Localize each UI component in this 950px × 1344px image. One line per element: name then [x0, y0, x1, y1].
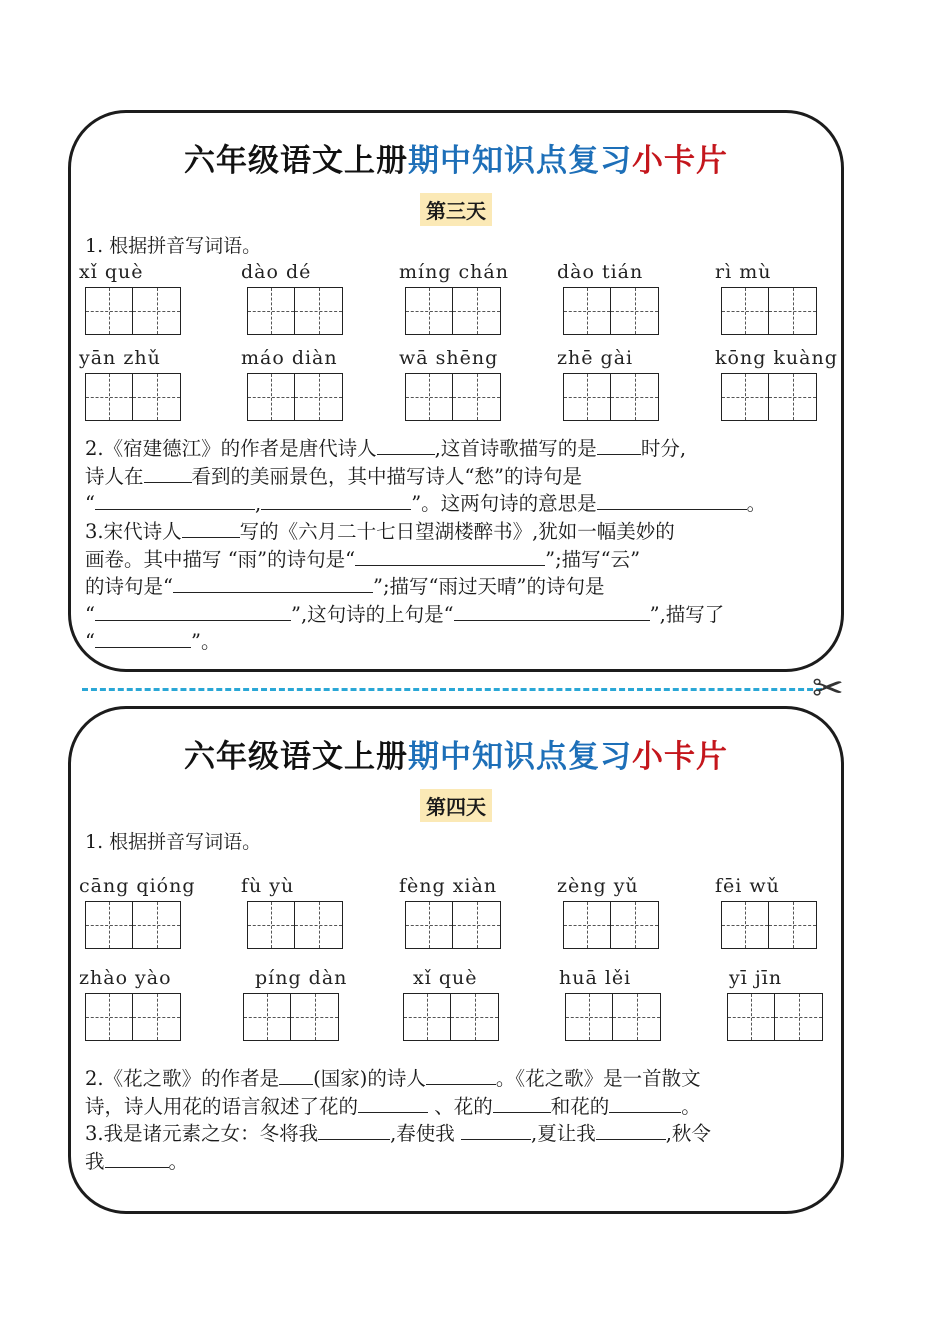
question-2: 2.《宿建德江》的作者是唐代诗人 ,这首诗歌描写的是 时分, 诗人在 看到的美丽景色，其中描写诗人“愁”的诗句是 “ , ”。这两句诗的意思是 。	[85, 437, 767, 515]
pinyin-row-2	[71, 967, 841, 1057]
answer-blank[interactable]	[95, 602, 291, 621]
writing-grid[interactable]	[405, 901, 501, 949]
pinyin-word: zèng yǔ	[563, 875, 663, 965]
day-label: 第四天	[420, 789, 492, 822]
pinyin-word: zhào yào	[85, 967, 185, 1057]
review-card-day3	[68, 110, 844, 672]
answer-blank[interactable]	[377, 436, 435, 455]
answer-blank[interactable]	[182, 519, 240, 538]
day-label: 第三天	[420, 193, 492, 226]
answer-blank[interactable]	[318, 1121, 390, 1140]
writing-grid[interactable]	[403, 993, 499, 1041]
writing-grid[interactable]	[243, 993, 339, 1041]
answer-blank[interactable]	[454, 602, 650, 621]
question-2: 2.《花之歌》的作者是 (国家)的诗人 。《花之歌》是一首散文 诗，诗人用花的语言叙述了花的 、花的 和花的 。 3.我是诸元素之女：冬将我 ,春使我 ,夏让我 ,秋令 我 。	[85, 1067, 711, 1173]
pinyin-word: fù yù	[247, 875, 347, 965]
pinyin-word: fēi wǔ	[721, 875, 821, 965]
writing-grid[interactable]	[563, 373, 659, 421]
answer-blank[interactable]	[261, 491, 411, 510]
answer-blank[interactable]	[144, 464, 192, 483]
answer-blank[interactable]	[279, 1066, 313, 1085]
writing-grid[interactable]	[721, 373, 817, 421]
pinyin-word: cāng qióng	[85, 875, 185, 965]
writing-grid[interactable]	[85, 993, 181, 1041]
pinyin-word: míng chán	[405, 261, 505, 351]
pinyin-word: rì mù	[721, 261, 821, 351]
answer-blank[interactable]	[105, 1149, 169, 1168]
answer-blank[interactable]	[426, 1066, 496, 1085]
writing-grid[interactable]	[85, 373, 181, 421]
writing-grid[interactable]	[721, 901, 817, 949]
answer-blank[interactable]	[95, 629, 191, 648]
review-card-day4	[68, 706, 844, 1214]
writing-grid[interactable]	[247, 901, 343, 949]
pinyin-word: kōng kuàng	[721, 347, 821, 437]
writing-grid[interactable]	[405, 287, 501, 335]
answer-blank[interactable]	[358, 1094, 428, 1113]
question-3: 3.宋代诗人 写的《六月二十七日望湖楼醉书》,犹如一幅美妙的 画卷。其中描写 “雨”的诗句是“ ”;描写“云” 的诗句是“ ”;描写“雨过天晴”的诗句是 “ ”,这句诗的上句是“ ”,描写了 “ ”。	[85, 520, 725, 653]
writing-grid[interactable]	[85, 287, 181, 335]
answer-blank[interactable]	[597, 436, 641, 455]
writing-grid[interactable]	[721, 287, 817, 335]
answer-blank[interactable]	[493, 1094, 551, 1113]
writing-grid[interactable]	[565, 993, 661, 1041]
writing-grid[interactable]	[405, 373, 501, 421]
pinyin-word: yān zhǔ	[85, 347, 185, 437]
pinyin-word: xǐ què	[85, 261, 185, 351]
scissors-icon: ✂	[812, 666, 844, 710]
answer-blank[interactable]	[355, 547, 545, 566]
answer-blank[interactable]	[596, 1121, 666, 1140]
answer-blank[interactable]	[95, 491, 255, 510]
writing-grid[interactable]	[563, 287, 659, 335]
answer-blank[interactable]	[173, 574, 373, 593]
pinyin-word: dào tián	[563, 261, 663, 351]
pinyin-word: yī jīn	[727, 967, 827, 1057]
card-title: 六年级语文上册期中知识点复习小卡片	[184, 739, 728, 775]
pinyin-word: píng dàn	[243, 967, 343, 1057]
writing-grid[interactable]	[727, 993, 823, 1041]
answer-blank[interactable]	[597, 491, 747, 510]
answer-blank[interactable]	[461, 1121, 531, 1140]
writing-grid[interactable]	[563, 901, 659, 949]
writing-grid[interactable]	[247, 373, 343, 421]
pinyin-word: huā lěi	[565, 967, 665, 1057]
writing-grid[interactable]	[85, 901, 181, 949]
question-1-heading: 1. 根据拼音写词语。	[85, 831, 262, 853]
writing-grid[interactable]	[247, 287, 343, 335]
cut-line	[82, 688, 822, 691]
pinyin-word: máo diàn	[247, 347, 347, 437]
question-1-heading: 1. 根据拼音写词语。	[85, 235, 262, 257]
pinyin-row-2	[71, 347, 841, 437]
card-title: 六年级语文上册期中知识点复习小卡片	[184, 143, 728, 179]
pinyin-word: xǐ què	[403, 967, 503, 1057]
pinyin-row-1	[71, 875, 841, 965]
pinyin-word: wā shēng	[405, 347, 505, 437]
pinyin-word: fèng xiàn	[405, 875, 505, 965]
pinyin-row-1	[71, 261, 841, 351]
pinyin-word: zhē gài	[563, 347, 663, 437]
pinyin-word: dào dé	[247, 261, 347, 351]
answer-blank[interactable]	[609, 1094, 681, 1113]
